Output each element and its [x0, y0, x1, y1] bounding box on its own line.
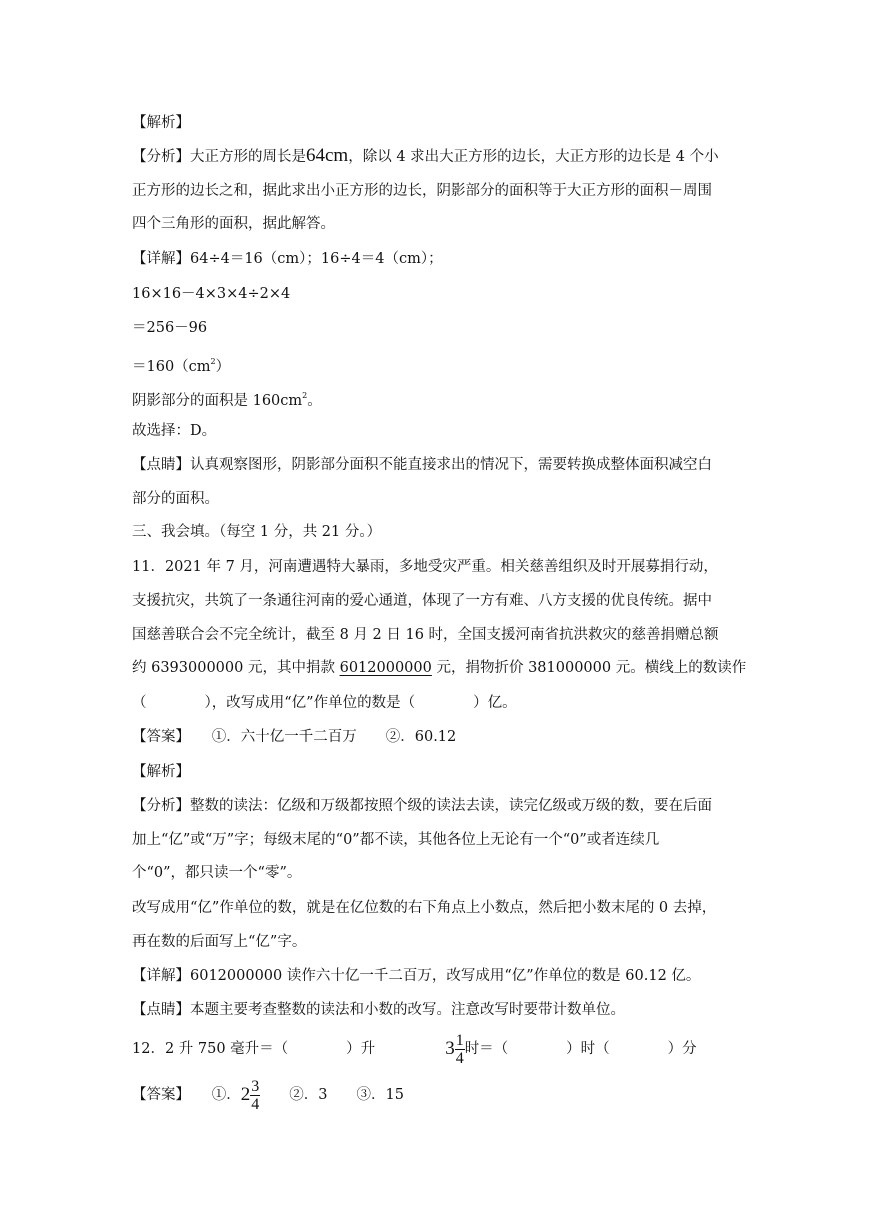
numerator: 3 — [251, 1077, 260, 1095]
question-text: 元，捐物折价 381000000 元。横线上的数读作 — [431, 660, 747, 676]
detail-line: 【详解】64÷4＝16（cm）；16÷4＝4（cm）； — [132, 251, 443, 267]
denominator: 4 — [455, 1049, 464, 1067]
choice-line: 故选择：D。 — [132, 423, 217, 439]
question-blanks-line: （ ），改写成用“亿”作单位的数是（ ）亿。 — [132, 695, 517, 711]
whole-part: 3 — [445, 1038, 455, 1059]
formula-text: ＝160（cm — [132, 359, 211, 375]
result-line — [132, 385, 322, 412]
formula-line — [132, 351, 230, 378]
question-line: 11．2021 年 7 月，河南遭遇特大暴雨，多地受灾严重。相关慈善组织及时开展募捐行动， — [132, 559, 718, 575]
comment-line: 【点睛】认真观察图形，阴影部分面积不能直接求出的情况下，需要转换成整体面积减空白 — [132, 457, 712, 473]
question-text: 约 6393000000 元，其中捐款 — [132, 660, 340, 676]
answer-text: ②．3 ③．15 — [260, 1087, 404, 1103]
formula-line: ＝256－96 — [132, 320, 208, 336]
comment-line: 部分的面积。 — [132, 491, 219, 507]
section-label-analysis: 【解析】 — [132, 115, 190, 131]
formula-line: 16×16－4×3×4÷2×4 — [132, 286, 291, 302]
analysis-text: 【分析】大正方形的周长是 — [132, 149, 306, 165]
analysis-line: 【分析】整数的读法：亿级和万级都按照个级的读法去读，读完亿级或万级的数，要在后面 — [132, 798, 712, 814]
section-heading: 三、我会填。（每空 1 分，共 21 分。） — [132, 524, 382, 540]
analysis-line: 正方形的边长之和，据此求出小正方形的边长，阴影部分的面积等于大正方形的面积－周围 — [132, 183, 712, 199]
mixed-number — [445, 1027, 465, 1071]
section-label-analysis: 【解析】 — [132, 764, 190, 780]
analysis-line: 再在数的后面写上“亿”字。 — [132, 934, 307, 950]
detail-line: 【详解】6012000000 读作六十亿一千二百万，改写成用“亿”作单位的数是 60.12 亿。 — [132, 968, 701, 984]
fraction — [250, 1078, 260, 1113]
whole-part: 2 — [240, 1084, 251, 1105]
question-line: 国慈善联合会不完全统计，截至 8 月 2 日 16 时，全国支援河南省抗洪救灾的慈善捐赠总额 — [132, 627, 719, 643]
result-text: 。 — [307, 393, 322, 409]
fraction — [455, 1032, 465, 1067]
superscript: 2 — [302, 391, 308, 400]
underlined-number: 6012000000 — [339, 660, 432, 676]
analysis-line: 加上“亿”或“万”字；每级末尾的“0”都不读，其他各位上无论有一个“0”或者连续几 — [132, 832, 660, 848]
analysis-line — [132, 145, 719, 168]
analysis-line: 四个三角形的面积，据此解答。 — [132, 216, 335, 232]
analysis-line: 个“0”，都只读一个“零”。 — [132, 865, 302, 881]
question-line: 支援抗灾，共筑了一条通往河南的爱心通道，体现了一方有难、八方支援的优良传统。据中 — [132, 593, 712, 609]
denominator: 4 — [251, 1095, 260, 1113]
perimeter-value: 64cm — [306, 145, 349, 166]
answer-text: 【答案】 ①． — [132, 1087, 241, 1103]
answer-line: 【答案】 ①．六十亿一千二百万 ②．60.12 — [132, 729, 457, 745]
superscript: 2 — [210, 357, 216, 366]
analysis-text: ，除以 4 求出大正方形的边长，大正方形的边长是 4 个小 — [348, 149, 719, 165]
formula-text: ） — [215, 359, 231, 375]
analysis-line: 改写成用“亿”作单位的数，就是在亿位数的右下角点上小数点，然后把小数末尾的 0 去掉， — [132, 900, 717, 916]
question-12-line — [132, 1027, 697, 1071]
comment-line: 【点睛】本题主要考查整数的读法和小数的改写。注意改写时要带计数单位。 — [132, 1002, 625, 1018]
result-text: 阴影部分的面积是 160cm — [132, 393, 303, 409]
numerator: 1 — [455, 1031, 464, 1049]
answer-line — [132, 1073, 404, 1117]
mixed-number — [241, 1073, 261, 1117]
question-text: 12．2 升 750 毫升＝（ ）升 — [132, 1041, 376, 1057]
question-text: 时＝（ ）时（ ）分 — [464, 1041, 697, 1057]
question-line — [132, 657, 746, 679]
